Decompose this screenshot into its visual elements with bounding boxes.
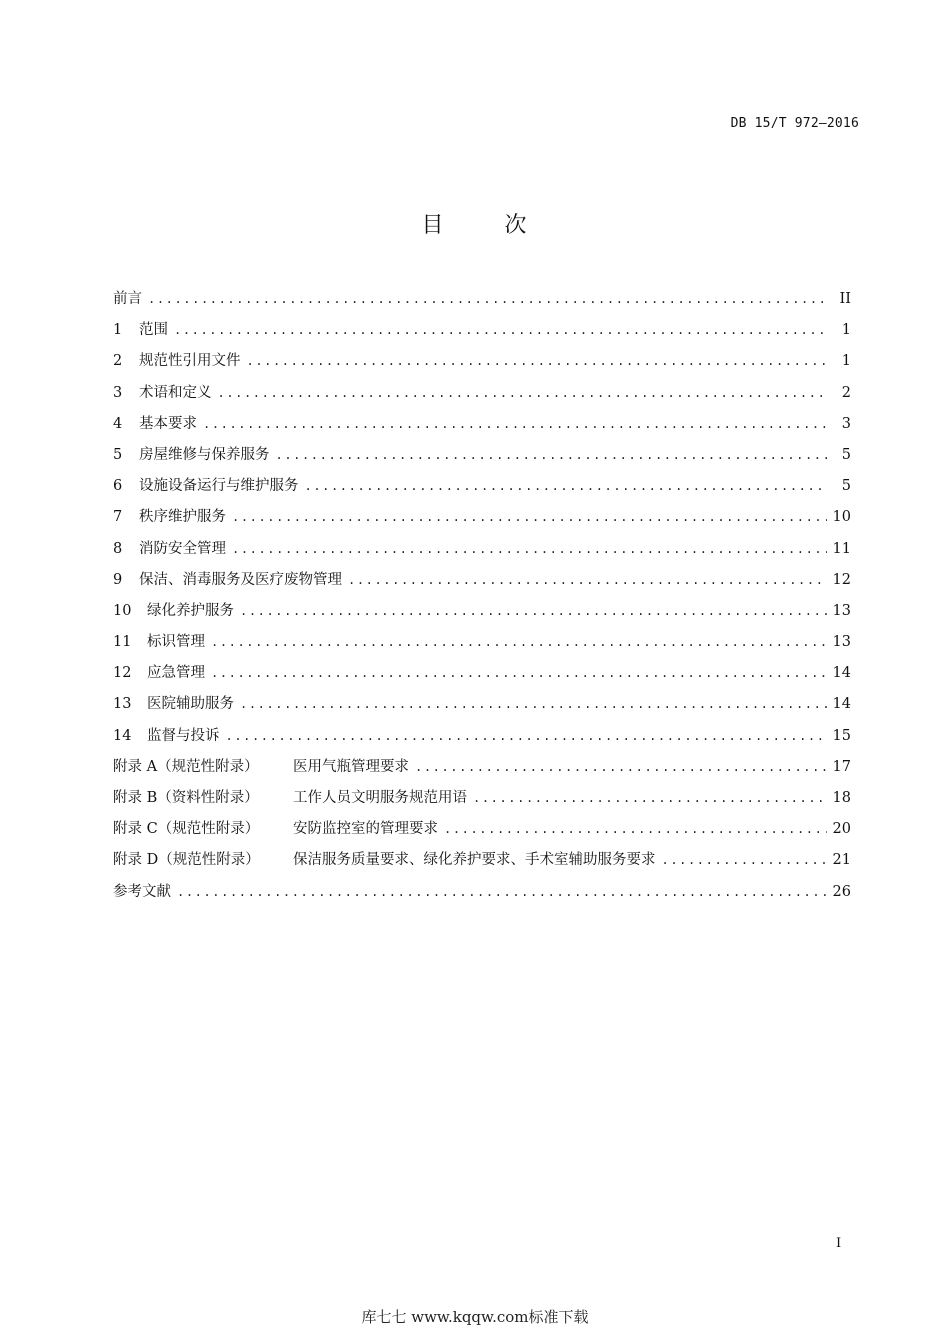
toc-entry-label: 标识管理 <box>147 634 205 651</box>
toc-entry-number: 1 <box>113 322 123 339</box>
document-code: DB 15/T 972—2016 <box>730 116 859 131</box>
toc-leader-dots <box>276 440 828 471</box>
toc-entry-page: 17 <box>832 758 851 775</box>
toc-leader-dots <box>240 689 827 720</box>
toc-entry-number: 5 <box>113 446 123 463</box>
toc-entry-page: 5 <box>841 478 851 495</box>
toc-appendix-label: 附录 B（资料性附录） <box>113 790 259 806</box>
toc-appendix-b[interactable] <box>113 783 851 814</box>
toc-leader-dots <box>211 627 827 658</box>
toc-leader-dots <box>174 315 827 346</box>
toc-entry-page: 13 <box>832 634 851 651</box>
toc-leader-dots <box>218 378 828 409</box>
toc-entry-label: 消防安全管理 <box>139 540 226 557</box>
toc-entry-number: 10 <box>113 602 132 619</box>
toc-entry-number: 8 <box>113 540 123 557</box>
toc-appendix-title: 工作人员文明服务规范用语 <box>293 790 467 806</box>
toc-entry-number: 14 <box>113 727 132 744</box>
toc-leader-dots <box>232 534 827 565</box>
toc-entry-page: 2 <box>841 384 851 401</box>
toc-entry-2[interactable] <box>113 346 851 377</box>
toc-entry-page: 1 <box>841 322 851 339</box>
toc-entry-page: 26 <box>832 883 851 900</box>
toc-entry-references[interactable] <box>113 877 851 908</box>
toc-entry-9[interactable] <box>113 565 851 596</box>
watermark-text: 库七七 www.kqqw.com标准下载 <box>361 1308 589 1326</box>
toc-appendix-title: 保洁服务质量要求、绿化养护要求、手术室辅助服务要求 <box>293 852 656 869</box>
toc-entry-14[interactable] <box>113 721 851 752</box>
toc-entry-number: 2 <box>113 353 123 370</box>
toc-leader-dots <box>211 658 827 689</box>
toc-entry-page: 10 <box>832 509 851 526</box>
table-of-contents <box>113 284 851 908</box>
toc-entry-11[interactable] <box>113 627 851 658</box>
toc-entry-4[interactable] <box>113 409 851 440</box>
toc-leader-dots <box>177 877 827 908</box>
toc-entry-page: 1 <box>841 353 851 370</box>
page-title: 目 次 <box>421 213 529 238</box>
toc-entry-number: 3 <box>113 384 123 401</box>
toc-appendix-d[interactable] <box>113 845 851 876</box>
toc-leader-dots <box>232 502 827 533</box>
toc-entry-label: 参考文献 <box>113 883 171 900</box>
toc-entry-page: II <box>839 291 851 307</box>
toc-leader-dots <box>415 752 827 783</box>
toc-entry-label: 医院辅助服务 <box>147 696 234 713</box>
toc-leader-dots <box>348 565 827 596</box>
toc-leader-dots <box>662 845 827 876</box>
toc-leader-dots <box>305 471 828 502</box>
toc-entry-label: 秩序维护服务 <box>139 509 226 526</box>
toc-entry-number: 7 <box>113 509 123 526</box>
toc-leader-dots <box>444 814 827 845</box>
toc-entry-foreword[interactable] <box>113 284 851 315</box>
toc-entry-label: 应急管理 <box>147 665 205 682</box>
toc-leader-dots <box>473 783 827 814</box>
toc-appendix-title: 安防监控室的管理要求 <box>293 821 438 838</box>
toc-entry-number: 6 <box>113 478 123 495</box>
toc-entry-number: 13 <box>113 696 132 713</box>
toc-appendix-c[interactable] <box>113 814 851 845</box>
toc-entry-12[interactable] <box>113 658 851 689</box>
toc-entry-label: 绿化养护服务 <box>147 602 234 619</box>
toc-appendix-title: 医用气瓶管理要求 <box>293 758 409 775</box>
toc-entry-label: 房屋维修与保养服务 <box>139 446 270 463</box>
toc-entry-number: 11 <box>113 634 132 651</box>
toc-entry-10[interactable] <box>113 596 851 627</box>
toc-entry-label: 术语和定义 <box>139 384 212 401</box>
toc-entry-page: 12 <box>832 571 851 588</box>
toc-leader-dots <box>247 346 828 377</box>
toc-entry-page: 14 <box>832 665 851 682</box>
toc-entry-number: 9 <box>113 571 123 588</box>
toc-leader-dots <box>240 596 827 627</box>
toc-appendix-label: 附录 D（规范性附录） <box>113 852 260 869</box>
toc-entry-6[interactable] <box>113 471 851 502</box>
toc-entry-label: 前言 <box>113 291 142 307</box>
toc-entry-page: 18 <box>832 790 851 806</box>
toc-entry-page: 5 <box>841 446 851 463</box>
toc-entry-page: 14 <box>832 696 851 713</box>
toc-leader-dots <box>203 409 827 440</box>
page-number: I <box>836 1236 842 1251</box>
toc-entry-number: 4 <box>113 415 123 432</box>
toc-entry-page: 3 <box>841 415 851 432</box>
toc-entry-7[interactable] <box>113 502 851 533</box>
toc-entry-label: 规范性引用文件 <box>139 353 241 370</box>
toc-entry-5[interactable] <box>113 440 851 471</box>
toc-entry-label: 设施设备运行与维护服务 <box>139 478 299 495</box>
toc-entry-page: 11 <box>832 540 851 557</box>
toc-entry-8[interactable] <box>113 534 851 565</box>
toc-entry-label: 范围 <box>139 322 168 339</box>
toc-entry-page: 21 <box>832 852 851 869</box>
toc-entry-3[interactable] <box>113 378 851 409</box>
toc-appendix-label: 附录 C（规范性附录） <box>113 821 260 838</box>
toc-entry-label: 保洁、消毒服务及医疗废物管理 <box>139 571 342 588</box>
toc-entry-page: 13 <box>832 602 851 619</box>
toc-entry-number: 12 <box>113 665 132 682</box>
toc-entry-page: 15 <box>832 727 851 744</box>
toc-entry-label: 监督与投诉 <box>147 727 220 744</box>
toc-appendix-label: 附录 A（规范性附录） <box>113 758 259 775</box>
toc-entry-1[interactable] <box>113 315 851 346</box>
toc-leader-dots <box>226 721 827 752</box>
toc-entry-page: 20 <box>832 821 851 838</box>
toc-entry-13[interactable] <box>113 689 851 720</box>
toc-entry-label: 基本要求 <box>139 415 197 432</box>
toc-leader-dots <box>148 284 827 315</box>
toc-appendix-a[interactable] <box>113 752 851 783</box>
